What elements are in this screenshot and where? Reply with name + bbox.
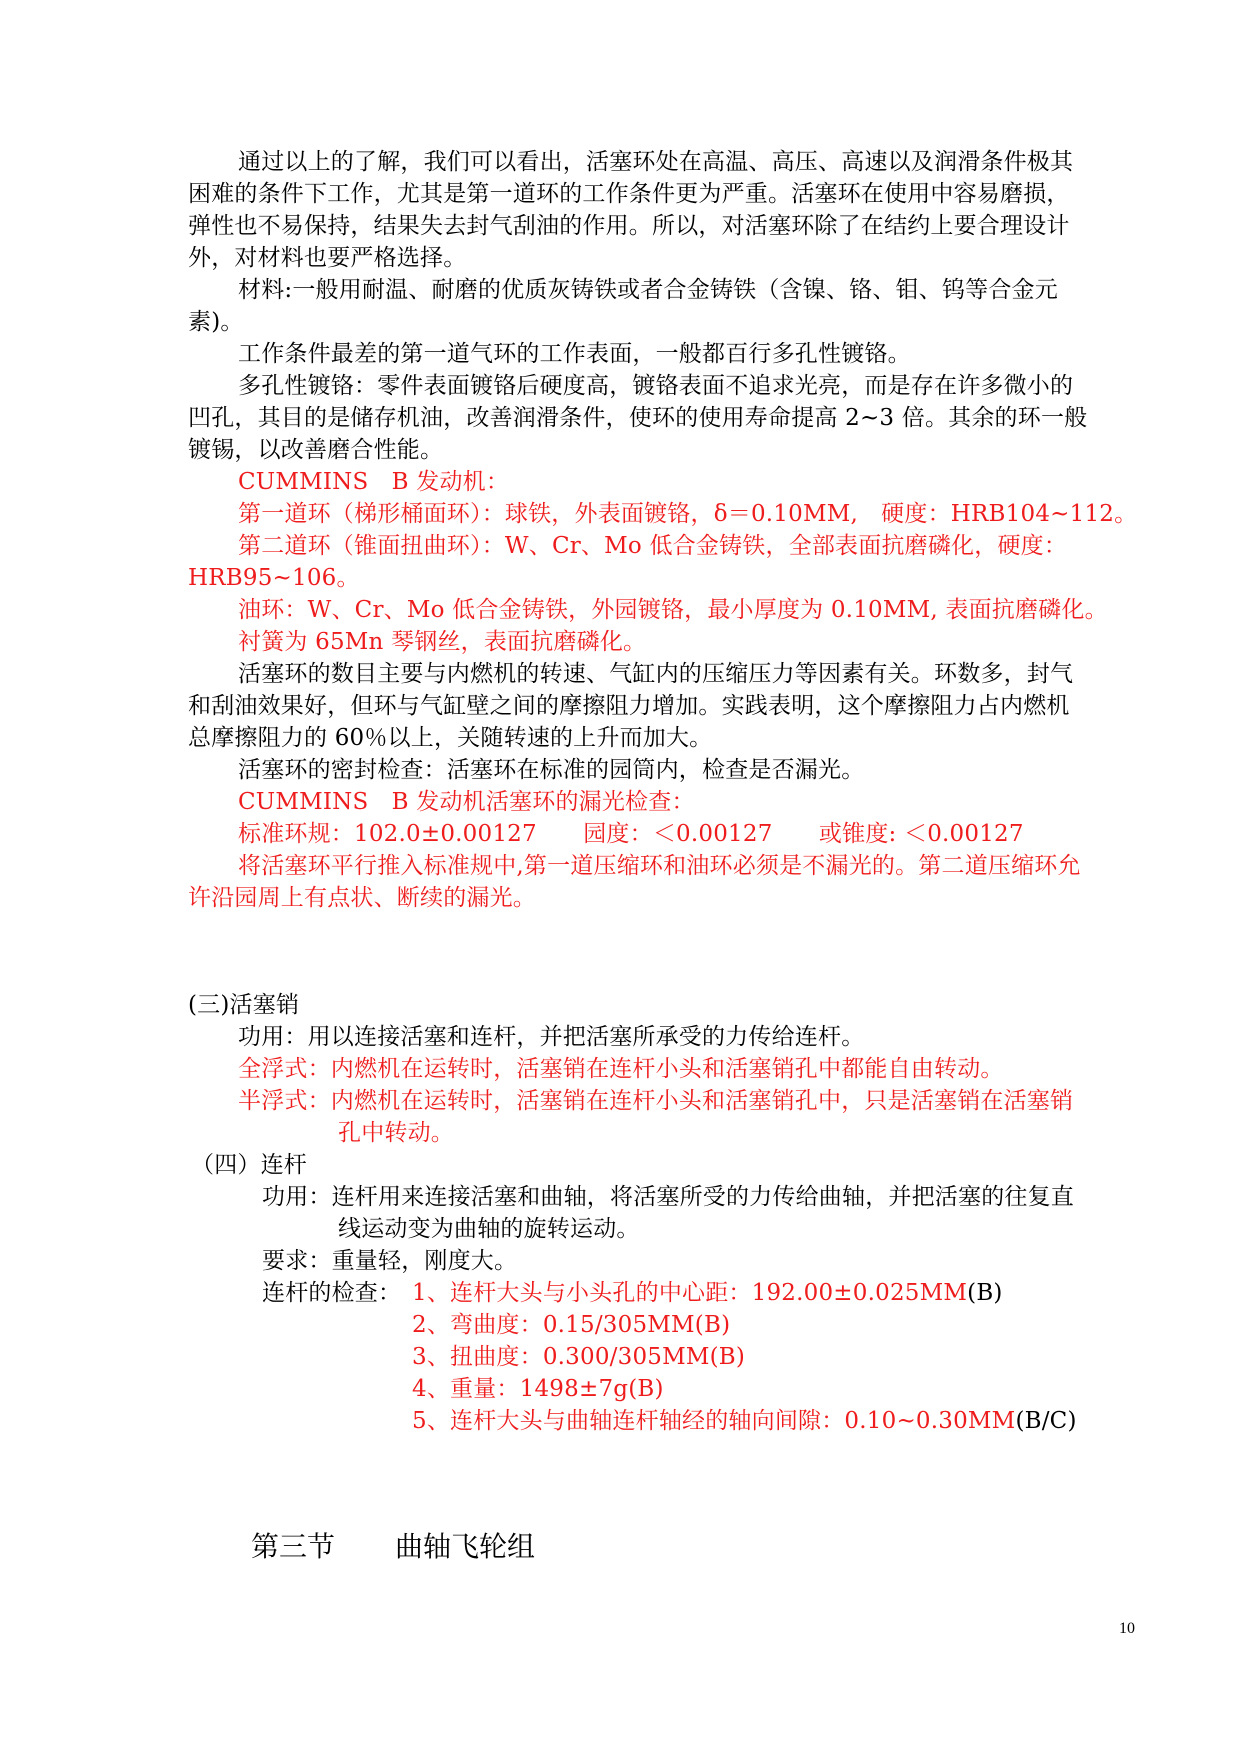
text-line: 全浮式：内燃机在运转时，活塞销在连杆小头和活塞销孔中都能自由转动。 (238, 1056, 1004, 1082)
text-line: 衬簧为 65Mn 琴钢丝，表面抗磨磷化。 (238, 629, 647, 655)
check-item: 4、重量：1498±7g(B) (412, 1376, 664, 1402)
text-line: 工作条件最差的第一道气环的工作表面，一般都百行多孔性镀铬。 (238, 341, 911, 367)
text-line: 功用：用以连接活塞和连杆，并把活塞所承受的力传给连杆。 (238, 1024, 865, 1050)
section-title: (三)活塞销 (188, 992, 300, 1018)
text-line: 连杆的检查： (262, 1280, 402, 1306)
text-line: 线运动变为曲轴的旋转运动。 (338, 1216, 640, 1242)
check-item (412, 1406, 1077, 1436)
text-line: 许沿园周上有点状、断续的漏光。 (188, 885, 536, 911)
text-line: 通过以上的了解，我们可以看出，活塞环处在高温、高压、高速以及润滑条件极其 (238, 149, 1074, 175)
check-item: 2、弯曲度：0.15/305MM(B) (412, 1312, 731, 1338)
check-item-suffix: (B) (967, 1280, 1003, 1306)
text-line: HRB95~106。 (188, 565, 360, 591)
text-line: 第二道环（锥面扭曲环）：W、Cr、Mo 低合金铸铁，全部表面抗磨磷化，硬度： (238, 533, 1068, 559)
text-line: 孔中转动。 (338, 1120, 454, 1146)
text-line: 要求：重量轻，刚度大。 (262, 1248, 518, 1274)
text-line: 活塞环的密封检查：活塞环在标准的园筒内，检查是否漏光。 (238, 757, 865, 783)
text-line: 活塞环的数目主要与内燃机的转速、气缸内的压缩压力等因素有关。环数多，封气 (238, 661, 1074, 687)
text-line: 凹孔，其目的是储存机油，改善润滑条件，使环的使用寿命提高 2~3 倍。其余的环一般 (188, 405, 1088, 431)
text-line: 多孔性镀铬：零件表面镀铬后硬度高，镀铬表面不追求光亮，而是存在许多微小的 (238, 373, 1074, 399)
check-item-text: 5、连杆大头与曲轴连杆轴经的轴向间隙：0.10~0.30MM (412, 1408, 1016, 1434)
check-item-text: 1、连杆大头与小头孔的中心距：192.00±0.025MM (412, 1280, 968, 1306)
text-line: 材料:一般用耐温、耐磨的优质灰铸铁或者合金铸铁（含镍、铬、钼、钨等合金元 (238, 277, 1058, 303)
text-line: CUMMINS B 发动机： (238, 469, 510, 495)
check-item-suffix: (B/C) (1015, 1408, 1077, 1434)
chapter-heading (251, 1529, 535, 1565)
text-line: 和刮油效果好，但环与气缸壁之间的摩擦阻力增加。实践表明，这个摩擦阻力占内燃机 (188, 693, 1070, 719)
heading-title: 曲轴飞轮组 (395, 1530, 536, 1563)
text-line: 功用：连杆用来连接活塞和曲轴，将活塞所受的力传给曲轴，并把活塞的往复直 (262, 1184, 1074, 1210)
check-item: 3、扭曲度：0.300/305MM(B) (412, 1344, 746, 1370)
text-line: 弹性也不易保持，结果失去封气刮油的作用。所以，对活塞环除了在结约上要合理设计 (188, 213, 1070, 239)
text-line: 困难的条件下工作，尤其是第一道环的工作条件更为严重。活塞环在使用中容易磨损， (188, 181, 1070, 207)
text-line: 外，对材料也要严格选择。 (188, 245, 467, 271)
text-line: 油环：W、Cr、Mo 低合金铸铁，外园镀铬，最小厚度为 0.10MM, 表面抗磨磷化。 (238, 597, 1108, 623)
text-line: 总摩擦阻力的 60％以上，关随转速的上升而加大。 (188, 725, 713, 751)
text-line: 素)。 (188, 309, 244, 335)
text-line: 第一道环（梯形桶面环）：球铁，外表面镀铬，δ＝0.10MM, 硬度：HRB104~112。 (238, 501, 1138, 527)
text-line: 半浮式：内燃机在运转时，活塞销在连杆小头和活塞销孔中，只是活塞销在活塞销 (238, 1088, 1074, 1114)
heading-section-number: 第三节 (251, 1530, 336, 1563)
text-line: CUMMINS B 发动机活塞环的漏光检查： (238, 789, 695, 815)
text-line: 镀锡，以改善磨合性能。 (188, 437, 444, 463)
text-line: 标准环规：102.0±0.00127 园度：＜0.00127 或锥度: ＜0.00127 (238, 821, 1024, 847)
page-number: 10 (1119, 1620, 1135, 1637)
check-item (412, 1278, 1003, 1308)
section-title: （四）连杆 (191, 1152, 307, 1178)
text-line: 将活塞环平行推入标准规中,第一道压缩环和油环必须是不漏光的。第二道压缩环允 (238, 853, 1081, 879)
